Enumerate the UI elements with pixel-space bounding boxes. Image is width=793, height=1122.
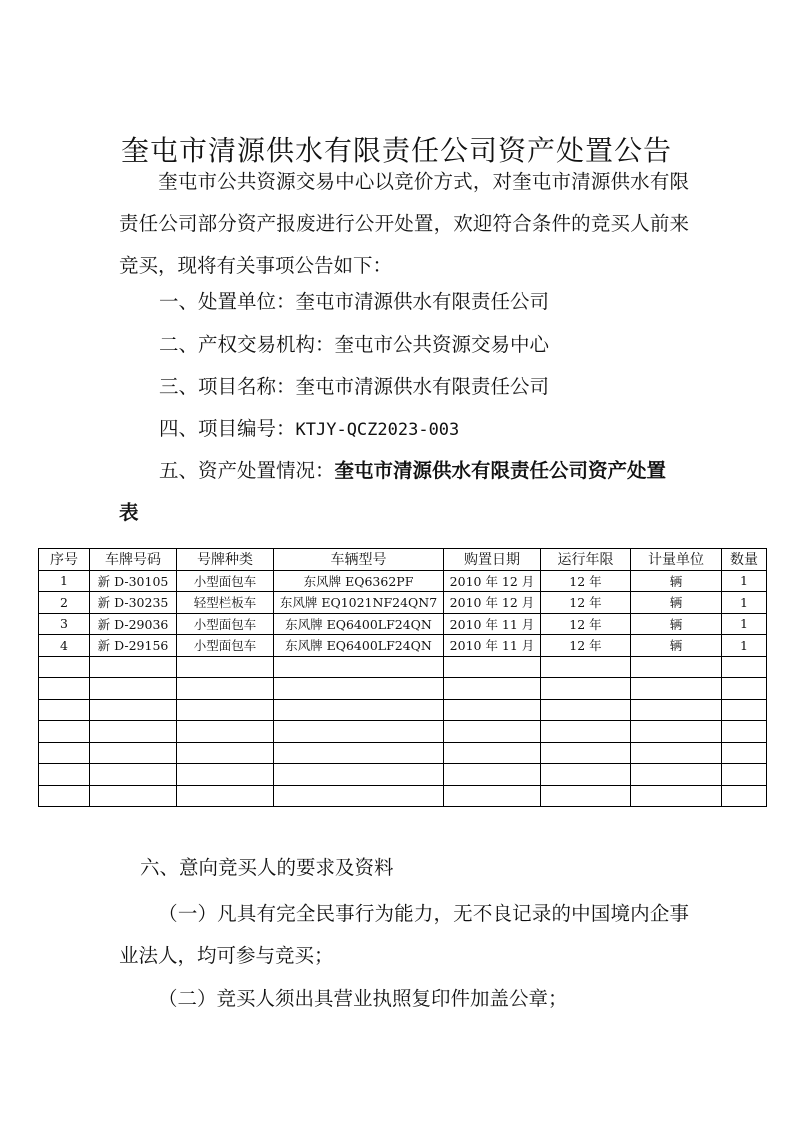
cell-vehicle-model: 东风牌 EQ6400LF24QN [274,613,444,635]
section6-paragraph-1 [119,893,689,977]
asset-table [38,548,767,807]
cell-plate-number: 新 D-30105 [90,570,177,592]
cell-seq: 1 [39,570,90,592]
item-project-number [159,414,459,445]
table-row-empty [39,678,767,700]
cell-purchase-date: 2010 年 11 月 [444,613,541,635]
cell-service-years: 12 年 [541,570,631,592]
cell-service-years: 12 年 [541,635,631,657]
header-unit: 计量单位 [631,549,722,571]
intro-text: 奎屯市公共资源交易中心以竞价方式，对奎屯市清源供水有限责任公司部分资产报废进行公开处置，欢迎符合条件的竞买人前来竞买，现将有关事项公告如下： [119,170,689,277]
cell-vehicle-model: 东风牌 EQ6400LF24QN [274,635,444,657]
cell-plate-number: 新 D-30235 [90,592,177,614]
item-project-name: 三、项目名称：奎屯市清源供水有限责任公司 [159,375,550,398]
section6-heading: 六、意向竞买人的要求及资料 [140,856,394,879]
item-project-number-code: KTJY-QCZ2023-003 [295,420,460,440]
table-row-empty [39,699,767,721]
cell-unit: 辆 [631,613,722,635]
cell-purchase-date: 2010 年 11 月 [444,635,541,657]
cell-unit: 辆 [631,570,722,592]
cell-vehicle-model: 东风牌 EQ1021NF24QN7 [274,592,444,614]
item-disposal-unit: 一、处置单位：奎屯市清源供水有限责任公司 [159,290,550,313]
cell-plate-type: 小型面包车 [177,635,274,657]
cell-seq: 4 [39,635,90,657]
cell-quantity: 1 [722,592,767,614]
table-row-empty [39,785,767,807]
cell-purchase-date: 2010 年 12 月 [444,592,541,614]
table-row [39,592,767,614]
cell-seq: 2 [39,592,90,614]
cell-plate-number: 新 D-29156 [90,635,177,657]
cell-purchase-date: 2010 年 12 月 [444,570,541,592]
cell-seq: 3 [39,613,90,635]
header-plate-number: 车牌号码 [90,549,177,571]
cell-vehicle-model: 东风牌 EQ6362PF [274,570,444,592]
table-row [39,635,767,657]
header-vehicle-model: 车辆型号 [274,549,444,571]
cell-service-years: 12 年 [541,613,631,635]
header-quantity: 数量 [722,549,767,571]
table-row-empty [39,721,767,743]
cell-quantity: 1 [722,570,767,592]
header-plate-type: 号牌种类 [177,549,274,571]
section6-paragraph-2-text: （二）竞买人须出具营业执照复印件加盖公章； [158,987,568,1010]
item-project-number-label: 四、项目编号： [159,417,296,440]
cell-quantity: 1 [722,635,767,657]
cell-plate-type: 小型面包车 [177,570,274,592]
header-seq: 序号 [39,549,90,571]
cell-unit: 辆 [631,635,722,657]
table-row [39,613,767,635]
header-purchase-date: 购置日期 [444,549,541,571]
table-row-empty [39,764,767,786]
section6-paragraph-2 [119,978,689,1020]
table-row [39,570,767,592]
cell-plate-type: 轻型栏板车 [177,592,274,614]
page-title: 奎屯市清源供水有限责任公司资产处置公告 [120,133,672,167]
asset-table-title-continued: 表 [119,501,139,524]
item-asset-status-label: 五、资产处置情况： [159,459,335,482]
table-header-row [39,549,767,571]
cell-unit: 辆 [631,592,722,614]
cell-service-years: 12 年 [541,592,631,614]
header-service-years: 运行年限 [541,549,631,571]
item-exchange-agency: 二、产权交易机构：奎屯市公共资源交易中心 [159,333,550,356]
asset-table-title: 奎屯市清源供水有限责任公司资产处置 [334,459,667,482]
item-asset-status [159,456,666,486]
intro-paragraph [119,161,689,287]
section6-paragraph-1-text: （一）凡具有完全民事行为能力，无不良记录的中国境内企事业法人，均可参与竞买； [119,902,689,967]
table-row-empty [39,742,767,764]
cell-plate-type: 小型面包车 [177,613,274,635]
table-row-empty [39,656,767,678]
cell-plate-number: 新 D-29036 [90,613,177,635]
cell-quantity: 1 [722,613,767,635]
